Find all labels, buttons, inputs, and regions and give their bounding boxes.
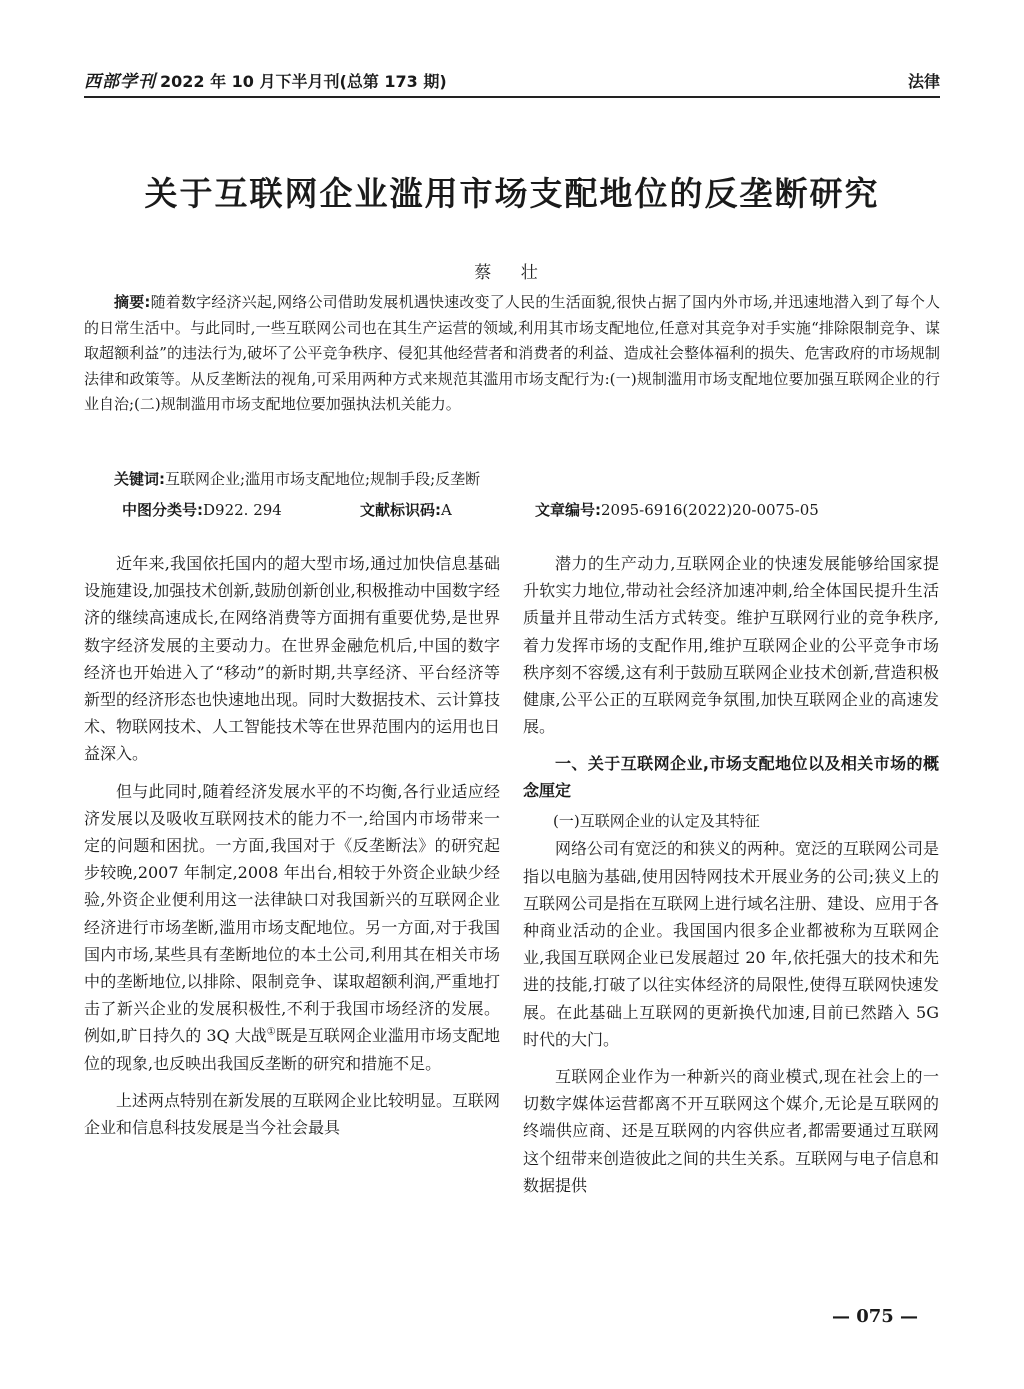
doc-value: A bbox=[441, 501, 452, 519]
header-left bbox=[84, 67, 447, 92]
keywords bbox=[84, 467, 940, 492]
body-column-right bbox=[523, 550, 939, 1209]
paragraph bbox=[84, 778, 500, 1077]
abstract bbox=[84, 290, 940, 418]
clc-label: 中图分类号: bbox=[122, 501, 203, 519]
section-label: 法律 bbox=[907, 72, 940, 91]
abstract-label: 摘要: bbox=[114, 293, 151, 311]
paragraph: 上述两点特别在新发展的互联网企业比较明显。互联网企业和信息科技发展是当今社会最具 bbox=[84, 1090, 501, 1138]
running-header bbox=[84, 68, 940, 98]
subsection-heading: (一)互联网企业的认定及其特征 bbox=[553, 812, 760, 831]
keywords-text: 互联网企业;滥用市场支配地位;规制手段;反垄断 bbox=[165, 470, 481, 488]
document-code bbox=[360, 498, 452, 523]
clc-number bbox=[122, 498, 282, 523]
journal-logo: 西部学刊 bbox=[84, 72, 156, 92]
paragraph-text: 但与此同时,随着经济发展水平的不均衡,各行业适应经济发展以及吸收互联网技术的能力不一,给国内市场带来一定的问题和困扰。一方面,我国对于《反垄断法》的研究起步较晚,2007 年制定,2008 年出台,相较于外资企业缺少经验,外资企业便利用这一法律缺口对我国新兴的互联网企业经济进行市场垄断,滥用市场支配地位。另一方面,对于我国国内市场,某些具有垄断地位的本土公司,利用其在相关市场中的垄断地位,以排除、限制竞争、谋取超额利润,严重地打击了新兴企业的发展积极性,不利于我国市场经济的发展。例如,旷日持久的 3Q 大战 bbox=[84, 781, 500, 1046]
author-name: 蔡 壮 bbox=[474, 263, 550, 283]
keywords-label: 关键词: bbox=[114, 470, 165, 488]
issue-info: 2022 年 10 月下半月刊(总第 173 期) bbox=[160, 72, 447, 91]
paragraph-text: 既是互联网企业滥用市场支配地位的现象,也反映出我国反垄断的研究和措施不足。 bbox=[84, 1026, 500, 1073]
page-number: — 075 — bbox=[831, 1306, 919, 1327]
article-title: 关于互联网企业滥用市场支配地位的反垄断研究 bbox=[144, 174, 880, 213]
footnote-marker[interactable]: ① bbox=[266, 1027, 276, 1039]
paragraph: 近年来,我国依托国内的超大型市场,通过加快信息基础设施建设,加强技术创新,鼓励创新创业,积极推动中国数字经济的继续高速成长,在网络消费等方面拥有重要优势,是世界数字经济发展的主要动力。在世界金融危机后,中国的数字经济也开始进入了“移动”的新时期,共享经济、平台经济等新型的经济形态也快速地出现。同时大数据技术、云计算技术、物联网技术、人工智能技术等在世界范围内的运用也日益深入。 bbox=[84, 554, 501, 764]
article-number bbox=[535, 498, 819, 523]
abstract-text: 随着数字经济兴起,网络公司借助发展机遇快速改变了人民的生活面貌,很快占据了国内外市场,并迅速地潜入到了每个人的日常生活中。与此同时,一些互联网公司也在其生产运营的领域,利用其市场支配地位,任意对其竞争对手实施“排除限制竞争、谋取超额利益”的违法行为,破坏了公平竞争秩序、侵犯其他经营者和消费者的利益、造成社会整体福利的损失、危害政府的市场规制法律和政策等。从反垄断法的视角,可采用两种方式来规范其滥用市场支配行为:(一)规制滥用市场支配地位要加强互联网企业的行业自治;(二)规制滥用市场支配地位要加强执法机关能力。 bbox=[84, 293, 941, 413]
article-label: 文章编号: bbox=[535, 501, 601, 519]
clc-value: D922. 294 bbox=[203, 501, 282, 519]
paragraph: 潜力的生产动力,互联网企业的快速发展能够给国家提升软实力地位,带动社会经济加速冲刺,给全体国民提升生活质量并且带动生活方式转变。维护互联网行业的竞争秩序,着力发挥市场的支配作用,维护互联网企业的公平竞争市场秩序刻不容缓,这有利于鼓励互联网企业技术创新,营造积极健康,公平公正的互联网竞争氛围,加快互联网企业的高速发展。 bbox=[523, 554, 939, 737]
doc-label: 文献标识码: bbox=[360, 501, 441, 519]
section-heading: 一、关于互联网企业,市场支配地位以及相关市场的概念厘定 bbox=[523, 754, 939, 801]
body-column-left bbox=[84, 550, 500, 1151]
paragraph: 网络公司有宽泛的和狭义的两种。宽泛的互联网公司是指以电脑为基础,使用因特网技术开展业务的公司;狭义上的互联网公司是指在互联网上进行域名注册、建设、应用于各种商业活动的企业。我国国内很多企业都被称为互联网企业,我国互联网企业已发展超过 20 年,依托强大的技术和先进的技能,打破了以往实体经济的局限性,使得互联网快速发展。在此基础上互联网的更新换代加速,目前已然踏入 5G 时代的大门。 bbox=[523, 839, 940, 1049]
paragraph: 互联网企业作为一种新兴的商业模式,现在社会上的一切数字媒体运营都离不开互联网这个媒介,无论是互联网的终端供应商、还是互联网的内容供应者,都需要通过互联网这个纽带来创造彼此之间的共生关系。互联网与电子信息和数据提供 bbox=[523, 1067, 940, 1195]
article-value: 2095-6916(2022)20-0075-05 bbox=[601, 501, 819, 519]
